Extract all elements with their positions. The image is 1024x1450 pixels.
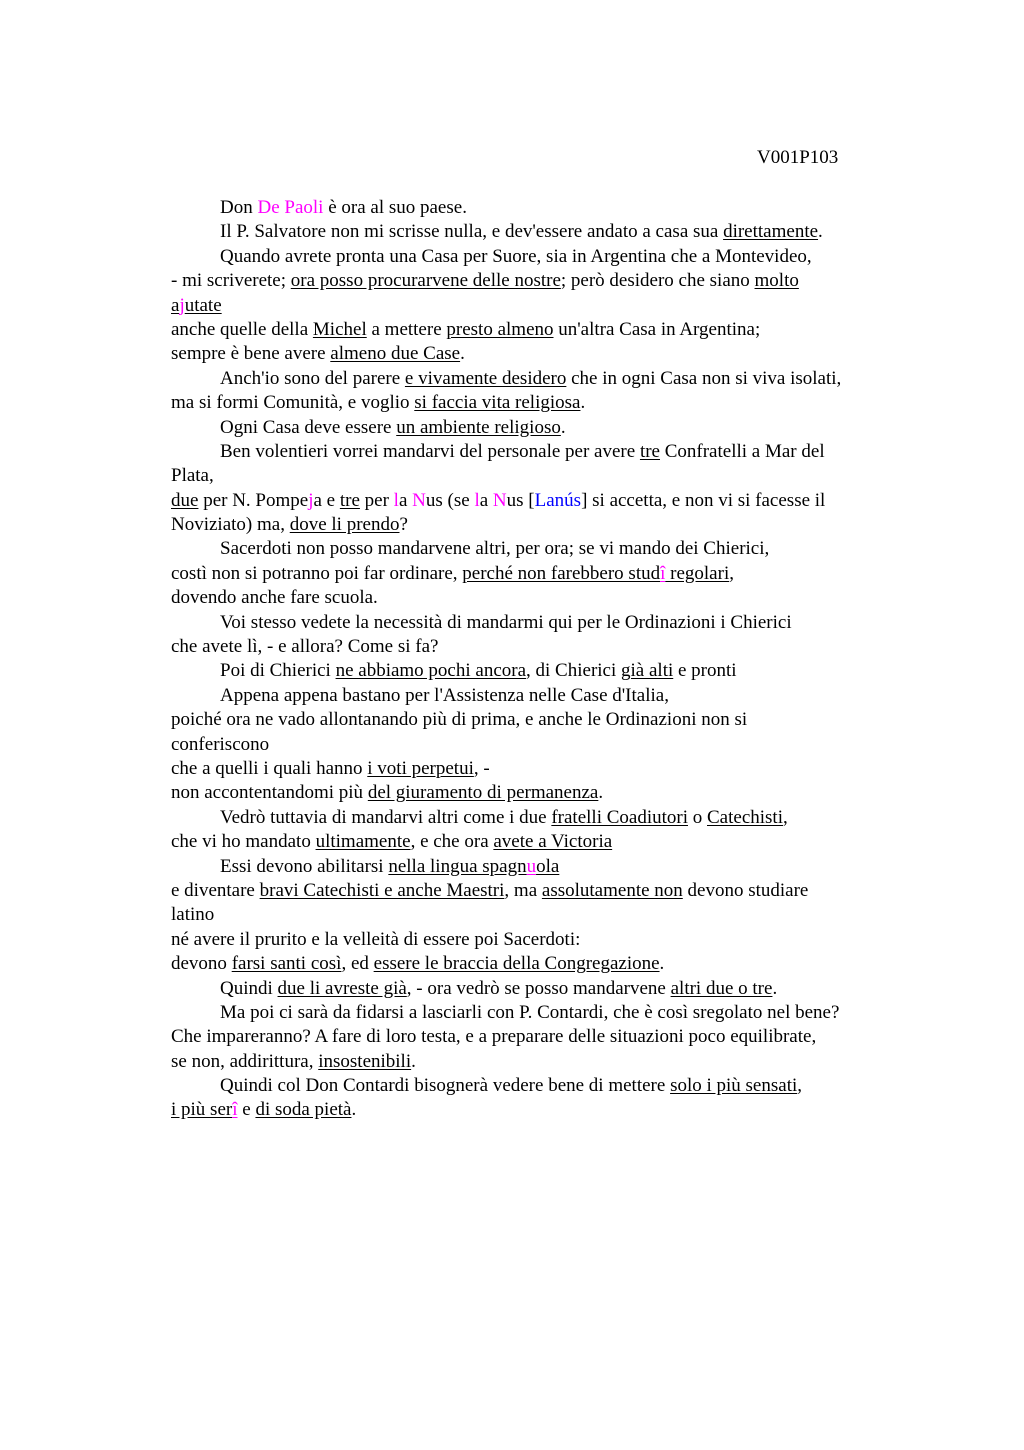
text-line — [171, 1074, 901, 1098]
text-run: a e — [313, 489, 340, 511]
underlined-text: molto — [754, 270, 799, 292]
text-run: che in ogni Casa non si viva isolati, — [566, 367, 842, 389]
text-line — [171, 562, 901, 586]
highlighted-text: Lanús — [534, 489, 582, 511]
text-run: Anch'io sono del parere — [220, 367, 405, 389]
text-run: . — [411, 1050, 416, 1072]
text-run: - mi scriverete; — [171, 270, 291, 292]
text-run: Appena appena bastano per l'Assistenza nelle Case d'Italia, — [220, 684, 669, 706]
underlined-text: farsi santi così — [231, 953, 342, 975]
underlined-text: altri due o tre — [670, 977, 773, 999]
text-line — [171, 513, 901, 537]
underlined-text: due — [171, 489, 199, 511]
text-run: a — [479, 489, 493, 511]
text-run: Vedrò tuttavia di mandarvi altri come i due — [220, 806, 552, 828]
underlined-text: di soda pietà — [255, 1099, 352, 1121]
text-line — [171, 1025, 901, 1049]
underlined-text: i voti perpetui — [367, 757, 474, 779]
text-line — [171, 537, 901, 561]
text-run: poiché ora ne vado allontanando più di prima, e anche le Ordinazioni non si — [171, 709, 748, 731]
underlined-text: assolutamente non — [541, 879, 683, 901]
text-line — [171, 952, 901, 976]
text-line — [171, 635, 901, 659]
text-run: Ma poi ci sarà da fidarsi a lasciarli con P. Contardi, che è così sregolato nel bene? — [220, 1001, 840, 1023]
highlighted-text: j — [308, 489, 314, 511]
text-run: Ben volentieri vorrei mandarvi del personale per avere — [220, 440, 640, 462]
text-run: è ora al suo paese. — [323, 197, 467, 218]
text-line — [171, 733, 901, 757]
underlined-text: regolari — [665, 562, 730, 584]
text-line — [171, 1050, 901, 1074]
text-run: devono studiare — [682, 879, 809, 901]
text-run: , ma — [504, 879, 542, 901]
text-run: e — [237, 1099, 256, 1121]
text-run: . — [560, 416, 566, 438]
underlined-text: direttamente — [723, 221, 819, 243]
text-line — [171, 391, 901, 415]
text-run: Ogni Casa deve essere — [220, 416, 397, 438]
underlined-text: almeno due Case — [330, 343, 461, 365]
text-run: Quindi — [220, 977, 278, 999]
text-line — [171, 879, 901, 903]
text-run: un'altra Casa in Argentina; — [553, 318, 761, 340]
text-run: latino — [171, 904, 215, 926]
highlighted-text: u — [526, 855, 537, 877]
text-run: , - ora vedrò se posso mandarvene — [406, 977, 671, 999]
underlined-text: avete a Victoria — [493, 831, 613, 853]
text-run: . — [460, 343, 465, 365]
underlined-text: due li avreste già — [277, 977, 407, 999]
text-line — [171, 318, 901, 342]
text-run: che avete lì, - e allora? Come si fa? — [171, 636, 439, 658]
text-run: e pronti — [673, 660, 737, 682]
highlighted-text: j — [179, 294, 185, 316]
underlined-text: insostenibili — [318, 1050, 412, 1072]
text-run: non accontentandomi più — [171, 782, 368, 804]
text-line — [171, 977, 901, 1001]
text-run: che a quelli i quali hanno — [171, 757, 368, 779]
text-run: a — [398, 489, 413, 511]
text-run: , ed — [341, 953, 374, 975]
text-line — [171, 806, 901, 830]
underlined-text: tre — [639, 440, 660, 462]
underlined-text: già alti — [621, 660, 674, 682]
text-run: Don — [220, 197, 258, 218]
underlined-text: e vivamente desidero — [404, 367, 567, 389]
text-run: se non, addirittura, — [171, 1050, 319, 1072]
text-run: Confratelli a Mar del — [659, 440, 825, 462]
text-run: Essi devono abilitarsi — [220, 855, 389, 877]
text-run: Il P. Salvatore non mi scrisse nulla, e dev'essere andato a casa sua — [220, 221, 724, 243]
text-line — [171, 611, 901, 635]
text-line — [171, 342, 901, 366]
underlined-text: ultimamente — [315, 831, 411, 853]
underlined-text: dove li prendo — [289, 514, 400, 536]
text-run: , — [797, 1075, 803, 1097]
text-line — [171, 416, 901, 440]
text-run: ma si formi Comunità, e voglio — [171, 392, 415, 414]
text-run: e diventare — [171, 879, 260, 901]
text-run: per — [359, 489, 394, 511]
text-line — [171, 659, 901, 683]
underlined-text: presto almeno — [446, 318, 554, 340]
text-run: , — [782, 806, 788, 828]
underlined-text: si faccia vita religiosa — [414, 392, 581, 414]
text-run: ] si accetta, e non vi si facesse il — [581, 489, 826, 511]
underlined-text: Catechisti — [707, 806, 783, 828]
text-line — [171, 269, 901, 293]
highlighted-text: l — [393, 489, 399, 511]
text-line — [171, 757, 901, 781]
underlined-text: Michel — [312, 318, 367, 340]
text-run: sempre è bene avere — [171, 343, 331, 365]
text-run: Poi di Chierici — [220, 660, 336, 682]
underlined-text: del giuramento di permanenza — [367, 782, 599, 804]
page-identifier: V001P103 — [757, 147, 839, 168]
text-run: , e che ora — [410, 831, 494, 853]
letter-body — [171, 196, 901, 1123]
highlighted-text: De Paoli — [257, 197, 324, 218]
text-run: Plata, — [171, 465, 214, 487]
text-run: . — [351, 1099, 357, 1121]
underlined-text: un ambiente religioso — [396, 416, 561, 438]
text-run: ; però desidero che siano — [560, 270, 755, 292]
underlined-text: essere le braccia della Congregazione — [373, 953, 660, 975]
text-line — [171, 1098, 901, 1122]
text-line — [171, 855, 901, 879]
text-run: o — [688, 806, 707, 828]
text-run: Che impareranno? A fare di loro testa, e a preparare delle situazioni poco equilibrate, — [171, 1026, 817, 1048]
text-run: anche quelle della — [171, 318, 313, 340]
text-run: Voi stesso vedete la necessità di mandarmi qui per le Ordinazioni i Chierici — [220, 611, 792, 633]
text-run: dovendo anche fare scuola. — [171, 587, 378, 609]
text-run: , di Chierici — [526, 660, 622, 682]
text-run: Quindi col Don Contardi bisognerà vedere bene di mettere — [220, 1075, 671, 1097]
text-line — [171, 245, 901, 269]
underlined-text: ora posso procurarvene delle nostre — [290, 270, 561, 292]
text-run: devono — [171, 953, 232, 975]
text-run: us (se — [425, 489, 475, 511]
text-run: , - — [473, 757, 490, 779]
text-run: . — [580, 392, 586, 414]
text-line — [171, 196, 901, 220]
underlined-text: solo i più sensati — [670, 1075, 798, 1097]
text-run: per N. Pompe — [198, 489, 309, 511]
underlined-text: a — [171, 294, 180, 316]
highlighted-text: î — [232, 1099, 238, 1121]
underlined-text: nella lingua spagn — [388, 855, 527, 877]
highlighted-text: N — [412, 489, 426, 511]
text-line — [171, 708, 901, 732]
underlined-text: ola — [536, 855, 560, 877]
text-line — [171, 830, 901, 854]
text-run: a mettere — [366, 318, 447, 340]
text-run: us [ — [506, 489, 535, 511]
highlighted-text: l — [474, 489, 480, 511]
highlighted-text: î — [660, 562, 666, 584]
text-line — [171, 220, 901, 244]
text-line — [171, 367, 901, 391]
text-run: . — [598, 782, 604, 804]
text-run: conferiscono — [171, 733, 270, 755]
text-line — [171, 489, 901, 513]
text-run: che vi ho mandato — [171, 831, 316, 853]
text-line — [171, 586, 901, 610]
underlined-text: fratelli Coadiutori — [551, 806, 688, 828]
underlined-text: utate — [184, 294, 222, 316]
text-run: né avere il prurito e la velleità di essere poi Sacerdoti: — [171, 928, 581, 950]
underlined-text: bravi Catechisti e anche Maestri — [259, 879, 505, 901]
underlined-text: perché non farebbero stud — [462, 562, 661, 584]
text-line — [171, 684, 901, 708]
text-line — [171, 928, 901, 952]
highlighted-text: N — [492, 489, 507, 511]
text-line — [171, 781, 901, 805]
text-run: . — [659, 953, 665, 975]
text-line — [171, 294, 901, 318]
text-run: . — [772, 977, 778, 999]
text-line — [171, 1001, 901, 1025]
text-run: costì non si potranno poi far ordinare, — [171, 562, 463, 584]
text-line — [171, 903, 901, 927]
underlined-text: i più ser — [171, 1099, 233, 1121]
text-run: , — [729, 562, 734, 584]
text-line — [171, 464, 901, 488]
underlined-text: tre — [339, 489, 360, 511]
text-line — [171, 440, 901, 464]
text-run: Noviziato) ma, — [171, 514, 290, 536]
text-run: Sacerdoti non posso mandarvene altri, per ora; se vi mando dei Chierici, — [220, 538, 770, 560]
text-run: ? — [399, 514, 408, 536]
text-run: . — [818, 221, 823, 243]
text-run: Quando avrete pronta una Casa per Suore, sia in Argentina che a Montevideo, — [220, 245, 812, 267]
underlined-text: ne abbiamo pochi ancora — [335, 660, 527, 682]
